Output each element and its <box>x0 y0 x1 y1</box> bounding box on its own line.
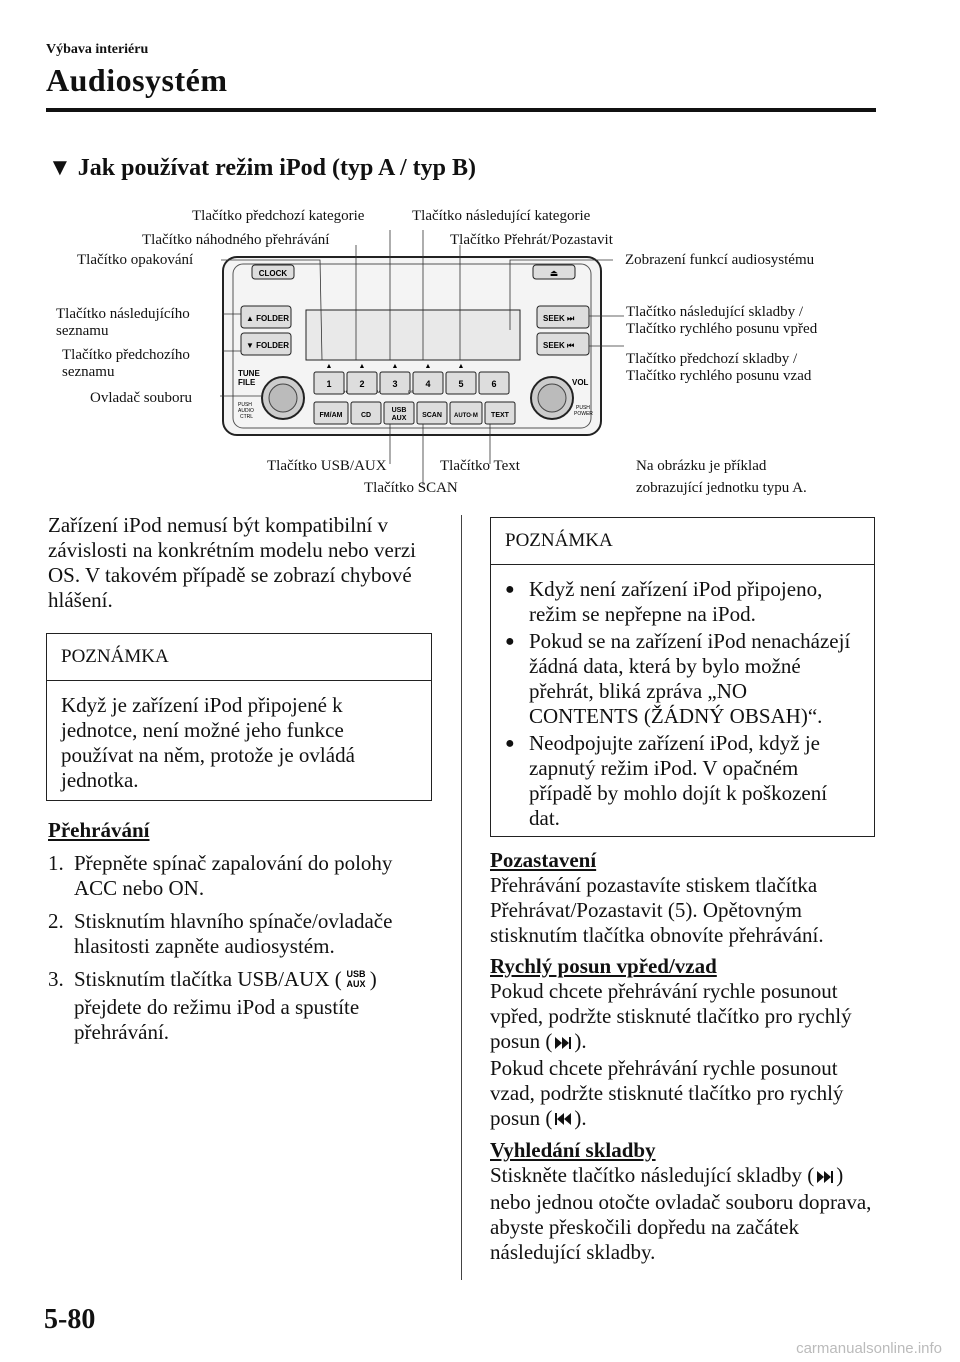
section-label: Výbava interiéru <box>46 42 149 57</box>
note-title: POZNÁMKA <box>47 634 431 681</box>
triangle-up-icon: ▲ <box>358 363 366 370</box>
fast-forward-heading: Rychlý posun vpřed/vzad <box>490 954 717 978</box>
next-track-icon <box>816 1165 834 1190</box>
prev-list-label-2: seznamu <box>62 364 115 380</box>
example-note-1: Na obrázku je příklad <box>636 458 767 474</box>
clock-label: CLOCK <box>258 269 288 278</box>
text-button-label: Tlačítko Text <box>440 458 520 474</box>
step-number: 1. <box>48 851 64 875</box>
note-box-right <box>490 517 875 837</box>
ctrl-label: CTRL <box>240 414 254 420</box>
push-label: PUSH <box>238 402 252 408</box>
note-bullets <box>505 577 860 831</box>
step-text: Stisknutím hlavního spínače/ovladače hlasitosti zapněte audiosystém. <box>74 909 393 958</box>
preset-4-label: 4 <box>425 379 431 389</box>
bullet-text: Když není zařízení iPod připojeno, režim se nepřepne na iPod. <box>529 577 823 626</box>
next-track-label-2: Tlačítko rychlého posunu vpřed <box>626 321 818 337</box>
preset-6-label: 6 <box>491 379 497 389</box>
aux-label: AUX <box>391 415 407 422</box>
track-search-heading: Vyhledání skladby <box>490 1138 656 1163</box>
preset-mark-m: M <box>377 389 381 394</box>
fm-am-label: FM/AM <box>319 412 343 419</box>
note-body <box>491 565 874 845</box>
step-number: 3. <box>48 967 64 991</box>
right-text-column <box>490 848 878 1271</box>
step3-part-a: Stisknutím tlačítka USB/AUX ( <box>74 967 342 991</box>
folder-up-label: ▲ FOLDER <box>246 314 290 323</box>
scan-label: SCAN <box>422 412 442 419</box>
header-rule <box>46 108 876 112</box>
file-knob-label: Ovladač souboru <box>90 390 193 406</box>
aux-icon-text: AUX <box>346 979 366 990</box>
search-part-b: ) nebo jednou otočte ovladač souboru doprava, abyste přeskočili dopředu na začátek následující skladby. <box>490 1163 872 1265</box>
step-3 <box>48 967 433 1045</box>
left-column <box>48 513 433 619</box>
fast-forward-text <box>490 979 878 1132</box>
preset-1-label: 1 <box>326 379 332 389</box>
preset-mark-ds: DS <box>408 389 414 394</box>
preset-2-label: 2 <box>359 379 365 389</box>
prev-track-icon <box>554 1107 572 1132</box>
repeat-label: Tlačítko opakování <box>77 252 194 268</box>
audio-label: AUDIO <box>238 408 254 414</box>
next-track-label-1: Tlačítko následující skladby / <box>626 304 804 320</box>
step-text: Přepněte spínač zapalování do polohy ACC nebo ON. <box>74 851 393 900</box>
audio-unit-diagram <box>40 200 920 500</box>
step3-part-b: ) přejdete do režimu iPod a spustíte přehrávání. <box>74 967 377 1045</box>
next-list-label-2: seznamu <box>56 323 109 339</box>
note-title: POZNÁMKA <box>491 518 874 565</box>
vol-label: VOL <box>572 378 589 387</box>
note-box-left <box>46 633 432 801</box>
seek-prev-label: SEEK ⏮ <box>543 341 575 350</box>
triangle-up-icon: ▲ <box>325 363 333 370</box>
next-list-label-1: Tlačítko následujícího <box>56 306 190 322</box>
watermark: carmanualsonline.info <box>796 1340 942 1357</box>
triangle-up-icon: ▲ <box>457 363 465 370</box>
ff-part-a: Pokud chcete přehrávání rychle posunout vpřed, podržte stisknuté tlačítko pro rychlý posun ( <box>490 979 852 1053</box>
usb-icon-text: USB <box>346 969 366 980</box>
text-label: TEXT <box>491 412 509 419</box>
display-label: Zobrazení funkcí audiosystému <box>625 252 815 268</box>
play-pause-label: Tlačítko Přehrát/Pozastavit <box>450 232 613 248</box>
seek-next-label: SEEK ⏭ <box>543 314 575 323</box>
prev-track-label-2: Tlačítko rychlého posunu vzad <box>626 368 812 384</box>
preset-mark-h: H <box>344 389 347 394</box>
function-display <box>306 310 520 360</box>
push-power-label-1: PUSH <box>576 405 590 411</box>
list-item: ● Pokud se na zařízení iPod nenacházejí žádná data, která by bylo možné přehrát, bliká zpráva „NO CONTENTS (ŽÁDNÝ OBSAH)“. <box>505 629 860 729</box>
step-text <box>74 967 433 1045</box>
intro-paragraph: Zařízení iPod nemusí být kompatibilní v závislosti na konkrétním modelu nebo verzi OS. V takovém případě se zobrazí chybové hlášení. <box>48 513 416 612</box>
usb-aux-icon <box>344 967 368 995</box>
usb-label: USB <box>391 407 407 414</box>
triangle-up-icon: ▲ <box>424 363 432 370</box>
preset-5-label: 5 <box>458 379 464 389</box>
heading-text: Jak používat režim iPod (typ A / typ B) <box>77 155 477 181</box>
example-note-2: zobrazující jednotku typu A. <box>636 480 807 496</box>
playback-heading: Přehrávání <box>48 818 150 842</box>
rw-part-b: ). <box>574 1105 587 1130</box>
pause-text: Přehrávání pozastavíte stiskem tlačítka Přehrávat/Pozastavit (5). Opětovným stisknutím tlačítka obnovíte přehrávání. <box>490 873 824 947</box>
rw-part-a: Pokud chcete přehrávání rychle posunout vzad, podržte stisknuté tlačítko pro rychlý posun ( <box>490 1055 844 1130</box>
scan-button-label: Tlačítko SCAN <box>364 480 458 496</box>
page-number: 5-80 <box>44 1304 96 1335</box>
random-label: Tlačítko náhodného přehrávání <box>142 232 330 248</box>
step-2 <box>48 909 433 959</box>
pause-heading: Pozastavení <box>490 848 597 872</box>
ff-part-b: ). <box>574 1029 587 1053</box>
bullet-text: Pokud se na zařízení iPod nenacházejí žádná data, která by bylo možné přehrát, bliká zpráva „NO CONTENTS (ŽÁDNÝ OBSAH)“. <box>529 629 851 728</box>
prev-track-label-1: Tlačítko předchozí skladby / <box>626 351 798 367</box>
cd-label: CD <box>360 412 372 419</box>
next-track-icon <box>554 1031 572 1056</box>
auto-m-label: AUTO·M <box>454 413 478 419</box>
eject-icon: ⏏ <box>549 268 559 278</box>
tune-label: TUNE <box>238 369 260 378</box>
column-divider <box>461 515 462 1280</box>
list-item: ● Neodpojujte zařízení iPod, když je zapnutý režim iPod. V opačném případě by mohlo dojít k poškození dat. <box>505 731 860 831</box>
playback-section <box>48 818 433 1045</box>
prev-list-label-1: Tlačítko předchozího <box>62 347 190 363</box>
preset-3-label: 3 <box>392 379 398 389</box>
search-part-a: Stiskněte tlačítko následující skladby ( <box>490 1163 815 1188</box>
step-number: 2. <box>48 909 64 933</box>
usb-aux-label: Tlačítko USB/AUX <box>267 458 387 474</box>
track-search-text <box>490 1163 878 1265</box>
folder-down-label: ▼ FOLDER <box>246 341 290 350</box>
bullet-text: Neodpojujte zařízení iPod, když je zapnutý režim iPod. V opačném případě by mohlo dojít k poškození dat. <box>529 731 828 830</box>
note-body: Když je zařízení iPod připojené k jednotce, není možné jeho funkce používat na něm, protože je ovládá jednotka. <box>61 693 355 792</box>
file-label: FILE <box>238 378 256 387</box>
push-power-label-2: POWER <box>574 411 593 417</box>
triangle-down-icon: ▼ <box>48 155 72 181</box>
page-heading <box>48 155 476 182</box>
prev-category-label: Tlačítko předchozí kategorie <box>192 208 365 224</box>
next-category-label: Tlačítko následující kategorie <box>412 208 591 224</box>
section-title: Audiosystém <box>46 62 228 98</box>
triangle-up-icon: ▲ <box>391 363 399 370</box>
list-item: ● Když není zařízení iPod připojeno, režim se nepřepne na iPod. <box>505 577 860 627</box>
step-1 <box>48 851 433 901</box>
